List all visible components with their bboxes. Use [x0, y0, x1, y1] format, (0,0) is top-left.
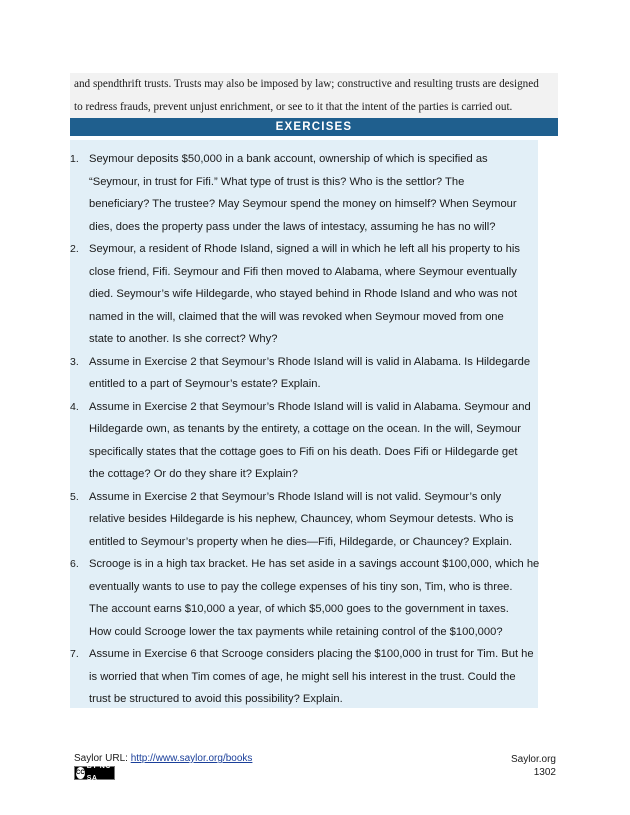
exercise-line: Hildegarde own, as tenants by the entirety, a cottage on the ocean. In the will, Seymour: [89, 423, 522, 435]
exercise-line: entitled to Seymour’s property when he dies—Fifi, Hildegarde, or Chauncey? Explain.: [89, 535, 513, 548]
exercise-line: died. Seymour’s wife Hildegarde, who stayed behind in Rhode Island and who was not: [89, 288, 518, 300]
exercises-list: [70, 148, 538, 711]
footer-site: Saylor.org: [510, 754, 556, 765]
exercise-text: [89, 148, 538, 238]
exercise-line: specifically states that the cottage goes to Fifi on his death. Does Fifi or Hildegarde get: [89, 445, 518, 458]
intro-line: and spendthrift trusts. Trusts may also be imposed by law; constructive and resulting trusts are designed: [74, 78, 539, 90]
footer-page-info: [511, 753, 556, 779]
footer-url-link[interactable]: http://www.saylor.org/books: [130, 753, 253, 764]
exercise-item: [70, 351, 538, 396]
exercise-item: [70, 643, 538, 711]
exercises-header: EXERCISES: [70, 118, 558, 136]
exercise-item: [70, 486, 538, 554]
exercise-line: eventually wants to use to pay the college expenses of his tiny son, Tim, who is three.: [89, 580, 513, 593]
exercise-item: [70, 396, 538, 486]
exercise-line: Assume in Exercise 2 that Seymour’s Rhode Island will is valid in Alabama. Seymour and: [89, 400, 531, 413]
exercise-line: beneficiary? The trustee? May Seymour spend the money on himself? When Seymour: [89, 198, 517, 210]
creative-commons-license-icon[interactable]: [74, 763, 115, 782]
exercise-text: [89, 553, 538, 643]
exercise-line: Seymour deposits $50,000 in a bank account, ownership of which is specified as: [89, 153, 488, 165]
exercise-text: [89, 238, 538, 351]
exercise-text: [89, 396, 538, 486]
footer-url-label: Saylor URL:: [74, 753, 131, 764]
exercise-line: close friend, Fifi. Seymour and Fifi then moved to Alabama, where Seymour eventually: [89, 265, 517, 278]
page-number: 1302: [533, 767, 556, 778]
exercise-item: [70, 553, 538, 643]
exercise-line: Assume in Exercise 6 that Scrooge considers placing the $100,000 in trust for Tim. But he: [89, 648, 534, 660]
exercise-item: [70, 148, 538, 238]
intro-line: to redress frauds, prevent unjust enrichment, or see to it that the intent of the parties is carried out.: [74, 101, 513, 113]
exercise-line: named in the will, claimed that the will was revoked when Seymour moved from one: [89, 310, 504, 323]
exercise-number: 4.: [70, 400, 79, 413]
exercise-item: [70, 238, 538, 351]
intro-paragraph: [70, 73, 558, 118]
exercise-line: The account earns $10,000 a year, of which $5,000 goes to the government in taxes.: [89, 603, 509, 615]
exercise-line: trust be structured to avoid this possibility? Explain.: [89, 693, 343, 705]
exercise-text: [89, 351, 538, 396]
exercise-number: 1.: [70, 153, 79, 165]
exercise-number: 7.: [70, 648, 79, 660]
exercise-line: entitled to a part of Seymour’s estate? Explain.: [89, 378, 321, 390]
exercise-line: state to another. Is she correct? Why?: [89, 333, 278, 345]
exercise-line: the cottage? Or do they share it? Explain?: [89, 468, 298, 480]
cc-icon: CC: [76, 767, 85, 779]
exercise-line: relative besides Hildegarde is his nephew, Chauncey, whom Seymour detests. Who is: [89, 513, 514, 525]
exercise-line: “Seymour, in trust for Fifi.” What type of trust is this? Who is the settlor? The: [89, 175, 465, 188]
exercise-text: [89, 643, 538, 711]
exercise-text: [89, 486, 538, 554]
exercise-line: dies, does the property pass under the laws of intestacy, assuming he has no will?: [89, 220, 496, 233]
exercise-line: Assume in Exercise 2 that Seymour’s Rhode Island will is not valid. Seymour’s only: [89, 490, 502, 503]
exercise-line: Assume in Exercise 2 that Seymour’s Rhode Island will is valid in Alabama. Is Hildegarde: [89, 355, 531, 368]
exercise-number: 3.: [70, 355, 79, 368]
exercise-number: 5.: [70, 490, 79, 503]
exercise-line: is worried that when Tim comes of age, he might sell his interest in the trust. Could the: [89, 670, 516, 683]
exercise-line: Scrooge is in a high tax bracket. He has set aside in a savings account $100,000, which he: [89, 558, 540, 570]
exercise-number: 6.: [70, 558, 79, 570]
exercise-line: Seymour, a resident of Rhode Island, signed a will in which he left all his property to his: [89, 243, 520, 255]
cc-license-text: BY NC SA: [86, 763, 111, 782]
exercise-number: 2.: [70, 243, 79, 255]
exercise-line: How could Scrooge lower the tax payments while retaining control of the $100,000?: [89, 625, 503, 638]
